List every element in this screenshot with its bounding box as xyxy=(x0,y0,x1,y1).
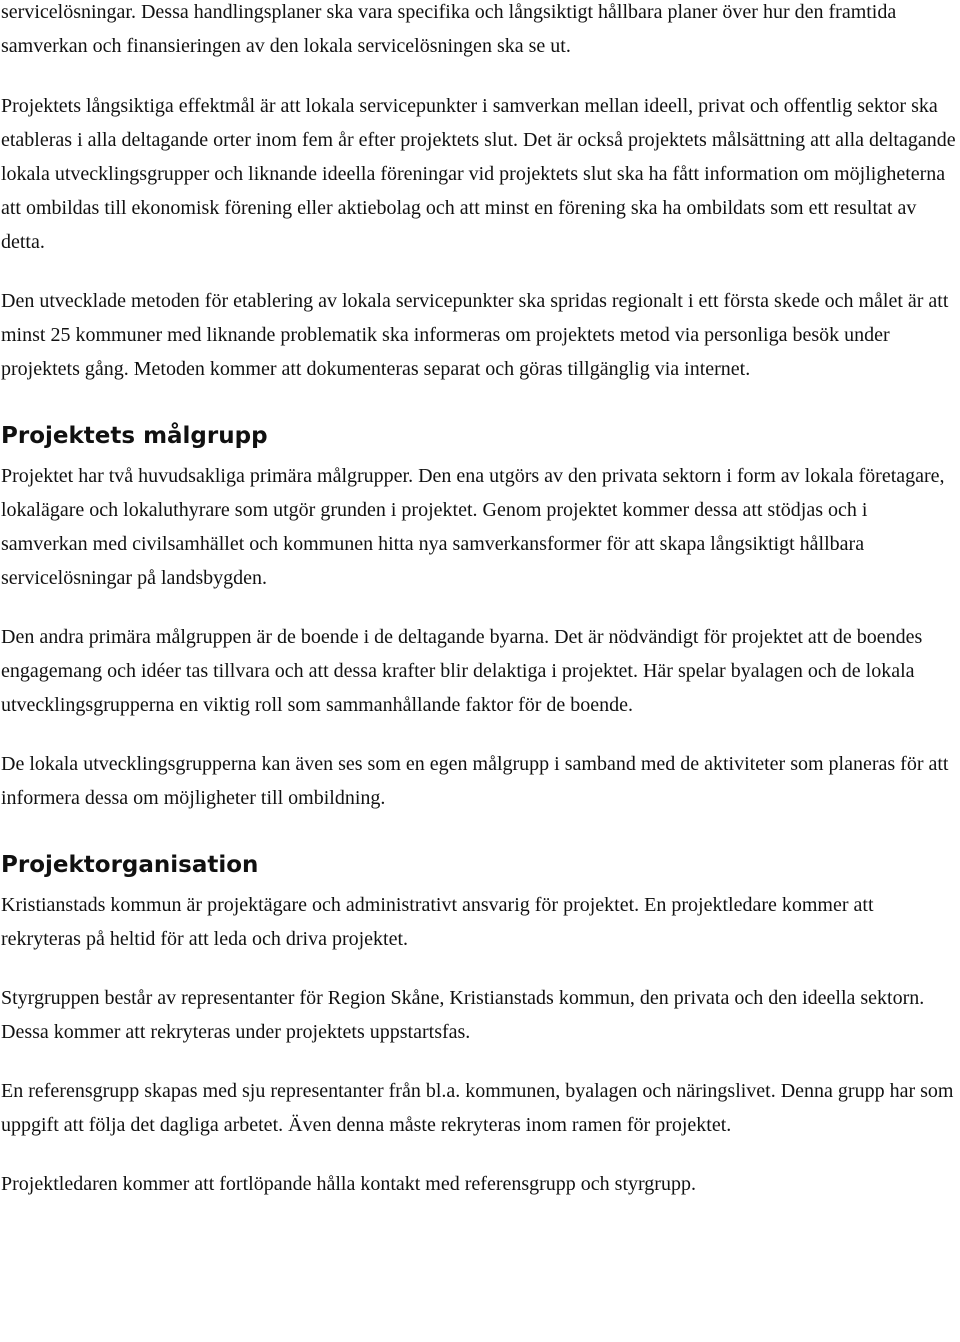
paragraph-referensgrupp: En referensgrupp skapas med sju representanter från bl.a. kommunen, byalagen och näringslivet. Denna grupp har som uppgift att följa det dagliga arbetet. Även denna måste rekryteras inom ramen för projektet. xyxy=(1,1080,954,1136)
paragraph-malgrupp-privat: Projektet har två huvudsakliga primära målgrupper. Den ena utgörs av den privata sektorn i form av lokala företagare, lokalägare och lokaluthyrare som utgör grunden i projektet. Genom projektet kommer dessa att stödjas och i samverkan med civilsamhället och kommunen hitta nya samverkansformer för att skapa långsiktigt hållbara servicelösningar på landsbygden. xyxy=(1,465,945,589)
paragraph-projektledare-kontakt: Projektledaren kommer att fortlöpande hålla kontakt med referensgrupp och styrgrupp. xyxy=(1,1173,696,1195)
paragraph-malgrupp-utvecklingsgrupper: De lokala utvecklingsgrupperna kan även ses som en egen målgrupp i samband med de aktiviteter som planeras för att informera dessa om möjligheter till ombildning. xyxy=(1,753,949,809)
section-heading-malgrupp: Projektets målgrupp xyxy=(1,423,268,449)
section-heading-organisation: Projektorganisation xyxy=(1,852,259,878)
paragraph-malgrupp-boende: Den andra primära målgruppen är de boende i de deltagande byarna. Det är nödvändigt för projektet att de boendes engagemang och idéer tas tillvara och att dessa krafter blir delaktiga i projektet. Här spelar byalagen och de lokala utvecklingsgrupperna en viktig roll som sammanhållande faktor för de boende. xyxy=(1,626,923,716)
paragraph-metod-spridning: Den utvecklade metoden för etablering av lokala servicepunkter ska spridas regionalt i ett första skede och målet är att minst 25 kommuner med liknande problematik ska informeras om projektets metod via personliga besök under projektets gång. Metoden kommer att dokumenteras separat och göras tillgänglig via internet. xyxy=(1,290,949,380)
paragraph-styrgrupp: Styrgruppen består av representanter för Region Skåne, Kristianstads kommun, den privata och den ideella sektorn. Dessa kommer att rekryteras under projektets uppstartsfas. xyxy=(1,987,925,1043)
paragraph-projektagare: Kristianstads kommun är projektägare och administrativt ansvarig för projektet. En projektledare kommer att rekryteras på heltid för att leda och driva projektet. xyxy=(1,894,874,950)
paragraph-handlingsplaner: servicelösningar. Dessa handlingsplaner ska vara specifika och långsiktigt hållbara planer över hur den framtida samverkan och finansieringen av den lokala servicelösningen ska se ut. xyxy=(1,1,897,57)
paragraph-effektmal: Projektets långsiktiga effektmål är att lokala servicepunkter i samverkan mellan ideell, privat och offentlig sektor ska etableras i alla deltagande orter inom fem år efter projektets slut. Det är också projektets målsättning att alla deltagande lokala utvecklingsgrupper och liknande ideella föreningar vid projektets slut ska ha fått information om möjligheterna att ombildas till ekonomisk förening eller aktiebolag och att minst en förening ska ha ombildats som ett resultat av detta. xyxy=(1,95,956,253)
